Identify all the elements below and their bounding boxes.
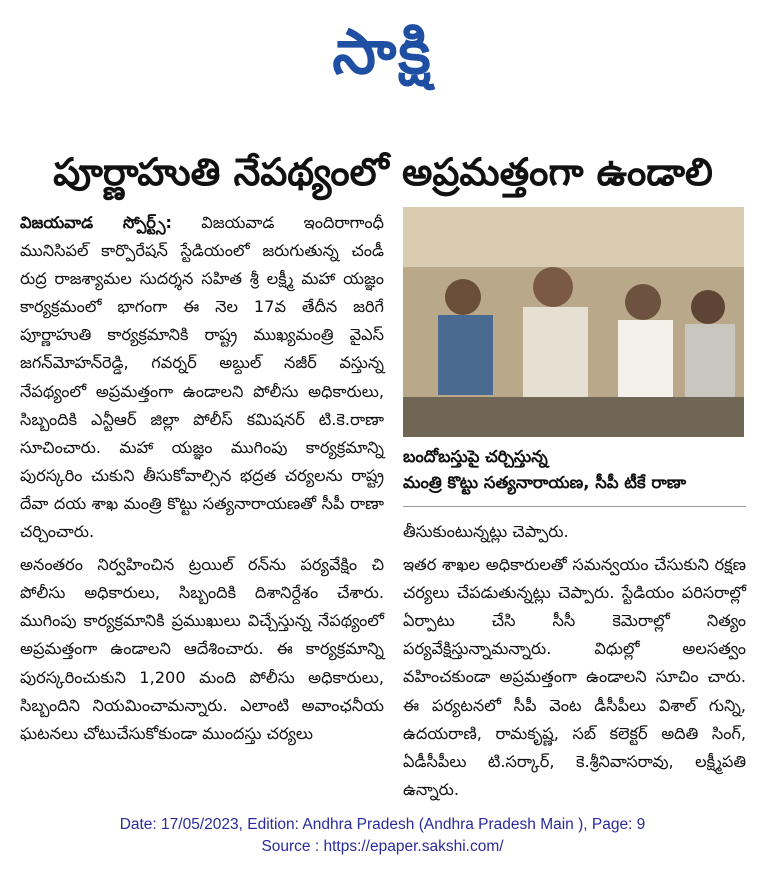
article-left-column xyxy=(20,209,384,748)
caption-line-2: మంత్రి కొట్టు సత్యనారాయణ, సీపీ టీకే రాణా xyxy=(403,473,687,492)
footer-source: Source : https://epaper.sakshi.com/ xyxy=(261,838,504,855)
headline: పూర్ణాహుతి నేపథ్యంలో అప్రమత్తంగా ఉండాలి xyxy=(53,150,713,194)
article-paragraph-2: అనంతరం నిర్వహించిన ట్రయిల్ రన్‌ను పర్యవేక్షిం చి పోలీసు అధికారులు, సిబ్బందికి దిశానిర్దేశం చేశారు. ముగింపు కార్యక్రమానికి ప్రముఖులు విచ్చేస్తున్న నేపథ్యంలో అప్రమత్తంగా ఉండాలని ఆదేశించారు. ఈ కార్యక్రమాన్ని పురస్కరించుకుని 1,200 మంది పోలీసు అధికారులు, సిబ్బందిని నియమించామన్నారు. ఎలాంటి అవాంఛనీయ ఘటనలు చోటుచేసుకోకుండా ముందస్తు చర్యలు xyxy=(20,555,384,743)
article-paragraph-3: తీసుకుంటున్నట్లు చెప్పారు. xyxy=(403,522,569,541)
dateline: విజయవాడ స్పోర్ట్స్: xyxy=(20,213,172,232)
photo-placeholder xyxy=(403,207,744,437)
article-paragraph-1 xyxy=(20,209,384,546)
article-right-column xyxy=(403,518,746,804)
news-photo xyxy=(403,207,744,437)
caption-divider xyxy=(403,506,746,507)
paragraph-1-text: విజయవాడ ఇందిరాగాంధీ మునిసిపల్ కార్పొరేషన్ స్టేడియంలో జరుగుతున్న చండీ రుద్ర రాజశ్యామల సుదర్శన సహిత శ్రీ లక్ష్మీ మహా యజ్ఞం కార్యక్రమంలో భాగంగా ఈ నెల 17వ తేదీన జరిగే పూర్ణాహుతి కార్యక్రమానికి రాష్ట్ర ముఖ్యమంత్రి వైఎస్ జగన్‌మోహన్‌రెడ్డి, గవర్నర్ అబ్దుల్ నజీర్ వస్తున్న నేపథ్యంలో అప్రమత్తంగా ఉండాలని పోలీసు అధికారులు, సిబ్బందికి ఎన్టీఆర్ జిల్లా పోలీస్ కమిషనర్ టి.కె.రాణా సూచించారు. మహా యజ్ఞం ముగింపు కార్యక్రమాన్ని పురస్కరిం చుకుని తీసుకోవాల్సిన భద్రత చర్యలను రాష్ట్ర దేవా దయ శాఖ మంత్రి కొట్టు సత్యనారాయణతో సీపీ రాణా చర్చించారు. xyxy=(20,213,384,542)
photo-caption xyxy=(403,444,746,496)
masthead xyxy=(0,8,765,96)
masthead-logo: సాక్షి xyxy=(332,15,433,88)
article-paragraph-4: ఇతర శాఖల అధికారులతో సమన్వయం చేసుకుని రక్షణ చర్యలు చేపడుతున్నట్లు చెప్పారు. స్టేడియం పరిసరాల్లో ఏర్పాటు చేసి సీసీ కెమెరాల్లో నిత్యం పర్యవేక్షిస్తున్నామన్నారు. విధుల్లో అలసత్వం వహించకుండా అప్రమత్తంగా ఉండాలని సూచిం చారు. ఈ పర్యటనలో సీపీ వెంట డీసీపీలు విశాల్ గున్ని, ఉదయరాణి, రామకృష్ణ, సబ్ కలెక్టర్ అదితి సింగ్, ఏడీసీపీలు టి.సర్కార్, కె.శ్రీనివాసరావు, లక్ష్మీపతి ఉన్నారు. xyxy=(403,555,746,799)
footer-date-edition: Date: 17/05/2023, Edition: Andhra Pradesh (Andhra Pradesh Main ), Page: 9 xyxy=(119,816,646,833)
caption-line-1: బందోబస్తుపై చర్చిస్తున్న xyxy=(403,447,548,466)
